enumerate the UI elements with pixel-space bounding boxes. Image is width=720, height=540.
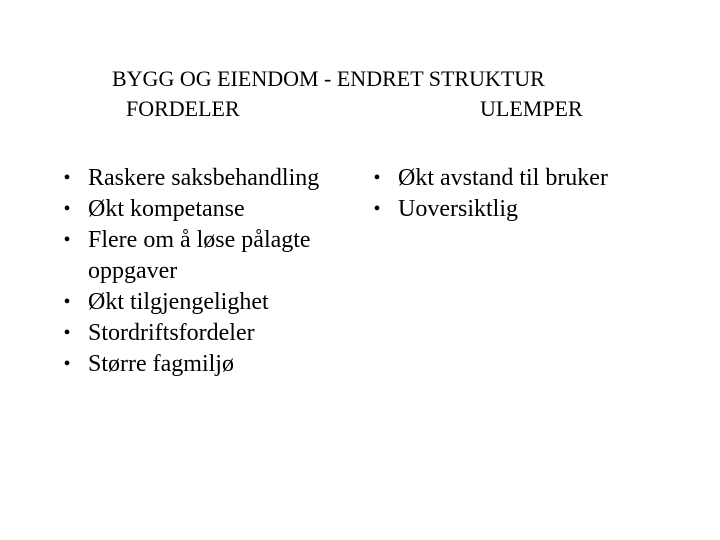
list-item [368, 194, 708, 225]
slide-title: BYGG OG EIENDOM - ENDRET STRUKTUR [112, 66, 545, 91]
list-item [58, 287, 358, 318]
list-item [58, 225, 358, 287]
list-item-text: Raskere saksbehandling [88, 165, 320, 191]
list-item-text: Stordriftsfordeler [88, 320, 255, 346]
bullet-icon: • [63, 322, 71, 344]
list-item [58, 318, 358, 349]
list-item-text: Uoversiktlig [398, 196, 518, 222]
fordeler-list [58, 163, 358, 380]
list-item-text: Økt kompetanse [88, 196, 245, 222]
list-item [58, 163, 358, 194]
bullet-icon: • [63, 291, 71, 313]
bullet-icon: • [63, 353, 71, 375]
bullet-icon: • [63, 167, 71, 189]
heading-ulemper: ULEMPER [480, 96, 583, 121]
bullet-icon: • [373, 167, 381, 189]
bullet-icon: • [63, 229, 71, 251]
list-item [58, 349, 358, 380]
list-item-text: Økt tilgjengelighet [88, 289, 269, 315]
list-item-text: Økt avstand til bruker [398, 165, 608, 191]
bullet-icon: • [373, 198, 381, 220]
list-item [368, 163, 708, 194]
list-item [58, 194, 358, 225]
ulemper-list [368, 163, 708, 225]
list-item-text: Større fagmiljø [88, 351, 234, 377]
list-item-text: Flere om å løse pålagte oppgaver [88, 227, 311, 284]
heading-fordeler: FORDELER [126, 96, 240, 121]
bullet-icon: • [63, 198, 71, 220]
